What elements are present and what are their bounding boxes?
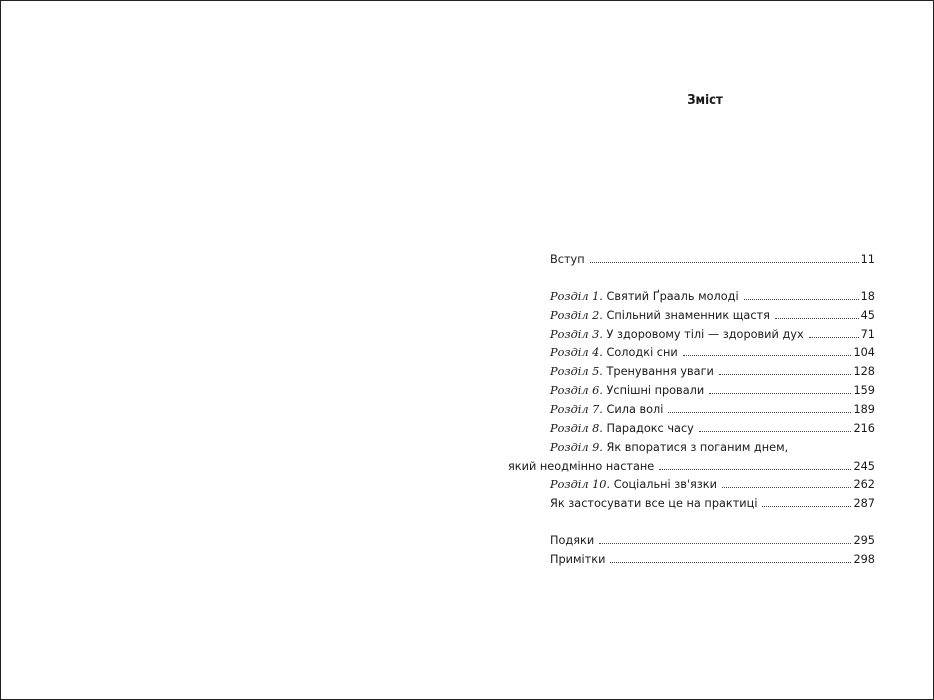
- dot-leader: [762, 505, 851, 507]
- dot-leader: [775, 317, 859, 319]
- dot-leader: [599, 542, 851, 544]
- entry-title: Спільний знаменник щастя: [606, 309, 770, 322]
- chapter-prefix: Розділ 3.: [550, 328, 603, 341]
- chapter-prefix: Розділ 7.: [550, 403, 603, 416]
- entry-label: [550, 421, 694, 437]
- toc-entry[interactable]: [550, 308, 875, 324]
- entry-label: [550, 308, 770, 324]
- entry-title: Святий Ґрааль молоді: [606, 290, 739, 303]
- page-number: 45: [860, 309, 875, 322]
- chapter-prefix: Розділ 8.: [550, 422, 603, 435]
- entry-label: [550, 552, 605, 568]
- entry-title: Сила волі: [606, 403, 664, 416]
- dot-leader: [719, 373, 852, 375]
- entry-title: Як впоратися з поганим днем,: [606, 441, 789, 454]
- entry-title: Солодкі сни: [606, 346, 678, 359]
- entry-title: Примітки: [550, 553, 606, 566]
- entry-label: [550, 402, 663, 418]
- toc-entry[interactable]: [550, 477, 875, 493]
- chapter-prefix: Розділ 2.: [550, 309, 603, 322]
- dot-leader: [668, 411, 851, 413]
- entry-title: Подяки: [550, 534, 595, 547]
- toc-entry[interactable]: [550, 345, 875, 361]
- page-number: 71: [860, 328, 875, 341]
- entry-label: [550, 440, 788, 456]
- page-number: 18: [860, 290, 875, 303]
- toc-entry[interactable]: [550, 383, 875, 399]
- toc-entry[interactable]: [550, 289, 875, 305]
- toc-entry[interactable]: [550, 533, 875, 549]
- toc-entry[interactable]: [550, 364, 875, 380]
- dot-leader: [659, 468, 851, 470]
- page-number: 159: [853, 384, 875, 397]
- entry-label: [550, 383, 704, 399]
- page-number: 104: [853, 346, 875, 359]
- page-number: 298: [853, 553, 875, 566]
- chapter-prefix: Розділ 9.: [550, 441, 603, 454]
- toc-entry[interactable]: [550, 402, 875, 418]
- page-number: 128: [853, 365, 875, 378]
- page-number: 189: [853, 403, 875, 416]
- dot-leader: [683, 354, 852, 356]
- page-number: 245: [853, 460, 875, 473]
- page-number: 262: [853, 478, 875, 491]
- toc-entry[interactable]: [550, 440, 875, 456]
- entry-title: Як застосувати все це на практиці: [550, 497, 758, 510]
- entry-title: Вступ: [550, 253, 585, 266]
- dot-leader: [722, 486, 851, 488]
- dot-leader: [709, 392, 851, 394]
- entry-label: [550, 477, 717, 493]
- chapter-prefix: Розділ 5.: [550, 365, 603, 378]
- entry-title: Успішні провали: [606, 384, 705, 397]
- entry-label: [550, 496, 757, 512]
- entry-label: [550, 252, 585, 268]
- entry-label: [550, 533, 594, 549]
- toc-entry-continuation[interactable]: [508, 459, 875, 475]
- dot-leader: [590, 261, 859, 263]
- entry-label: [550, 327, 804, 343]
- entry-title: Парадокс часу: [606, 422, 694, 435]
- page-number: 216: [853, 422, 875, 435]
- dot-leader: [809, 336, 859, 338]
- entry-title: Соціальні зв'язки: [613, 478, 717, 491]
- chapter-prefix: Розділ 10.: [550, 478, 611, 491]
- dot-leader: [610, 561, 851, 563]
- chapter-prefix: Розділ 6.: [550, 384, 603, 397]
- entry-title: У здоровому тілі — здоровий дух: [606, 328, 804, 341]
- page-number: 11: [860, 253, 875, 266]
- toc-entry[interactable]: [550, 421, 875, 437]
- toc-entry[interactable]: [550, 496, 875, 512]
- entry-label: [550, 289, 739, 305]
- entry-label: [550, 345, 678, 361]
- dot-leader: [699, 430, 852, 432]
- toc-entry[interactable]: [550, 252, 875, 268]
- page-title: Зміст: [687, 93, 723, 108]
- entry-title-continuation: який неодмінно настане: [508, 460, 655, 473]
- toc-entry[interactable]: [550, 327, 875, 343]
- dot-leader: [744, 298, 859, 300]
- page-number: 295: [853, 534, 875, 547]
- chapter-prefix: Розділ 1.: [550, 290, 603, 303]
- toc-entry[interactable]: [550, 552, 875, 568]
- entry-label: [550, 364, 714, 380]
- entry-title: Тренування уваги: [606, 365, 714, 378]
- chapter-prefix: Розділ 4.: [550, 346, 603, 359]
- page-number: 287: [853, 497, 875, 510]
